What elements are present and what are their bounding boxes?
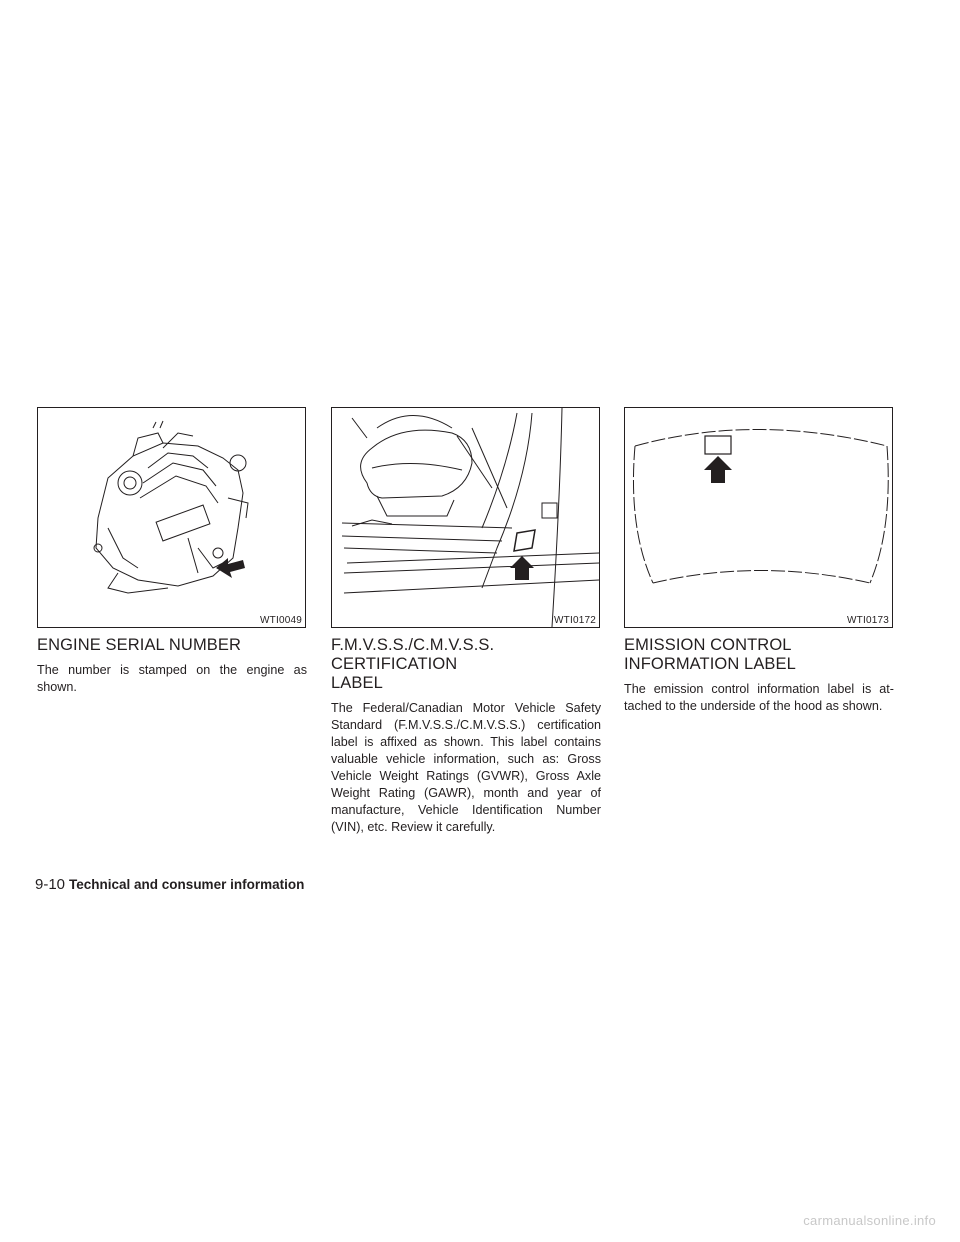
page-number: 9-10 bbox=[35, 876, 66, 893]
figure-engine-serial bbox=[37, 407, 306, 628]
hood-illustration bbox=[625, 408, 892, 627]
arrow-icon bbox=[216, 558, 245, 578]
section-heading: EMISSION CONTROL INFORMATION LABEL bbox=[624, 636, 796, 673]
section-body: The Federal/Canadian Motor Vehicle Safety Standard (F.M.V.S.S./C.M.V.S.S.) certification label is affixed as shown. This label contains valuable vehicle information, such as: Gross Vehicle Weight Ratings (GVWR), Gross Axle Weight Rating (GAWR), month and year of manufacture, Vehicle Identification Number (VIN), etc. Review it carefully. bbox=[331, 701, 601, 834]
figure-code: WTI0172 bbox=[554, 615, 596, 626]
engine-illustration bbox=[38, 408, 305, 627]
page-footer bbox=[35, 876, 304, 893]
watermark: carmanualsonline.info bbox=[803, 1213, 936, 1228]
section-heading: F.M.V.S.S./C.M.V.S.S. CERTIFICATION LABEL bbox=[331, 636, 495, 692]
figure-emission-label bbox=[624, 407, 893, 628]
door-sill-illustration bbox=[332, 408, 599, 627]
section-engine-serial bbox=[37, 636, 307, 696]
arrow-icon bbox=[510, 556, 534, 580]
section-emission-label bbox=[624, 636, 894, 715]
section-title: Technical and consumer information bbox=[69, 877, 305, 892]
figure-code: WTI0049 bbox=[260, 615, 302, 626]
section-body: The number is stamped on the engine as shown. bbox=[37, 663, 307, 694]
arrow-icon bbox=[704, 456, 732, 483]
section-certification-label bbox=[331, 636, 601, 836]
figure-code: WTI0173 bbox=[847, 615, 889, 626]
section-body: The emission control information label is attached to the underside of the hood as shown. bbox=[624, 682, 894, 713]
figure-certification-label bbox=[331, 407, 600, 628]
section-heading: ENGINE SERIAL NUMBER bbox=[37, 636, 242, 654]
